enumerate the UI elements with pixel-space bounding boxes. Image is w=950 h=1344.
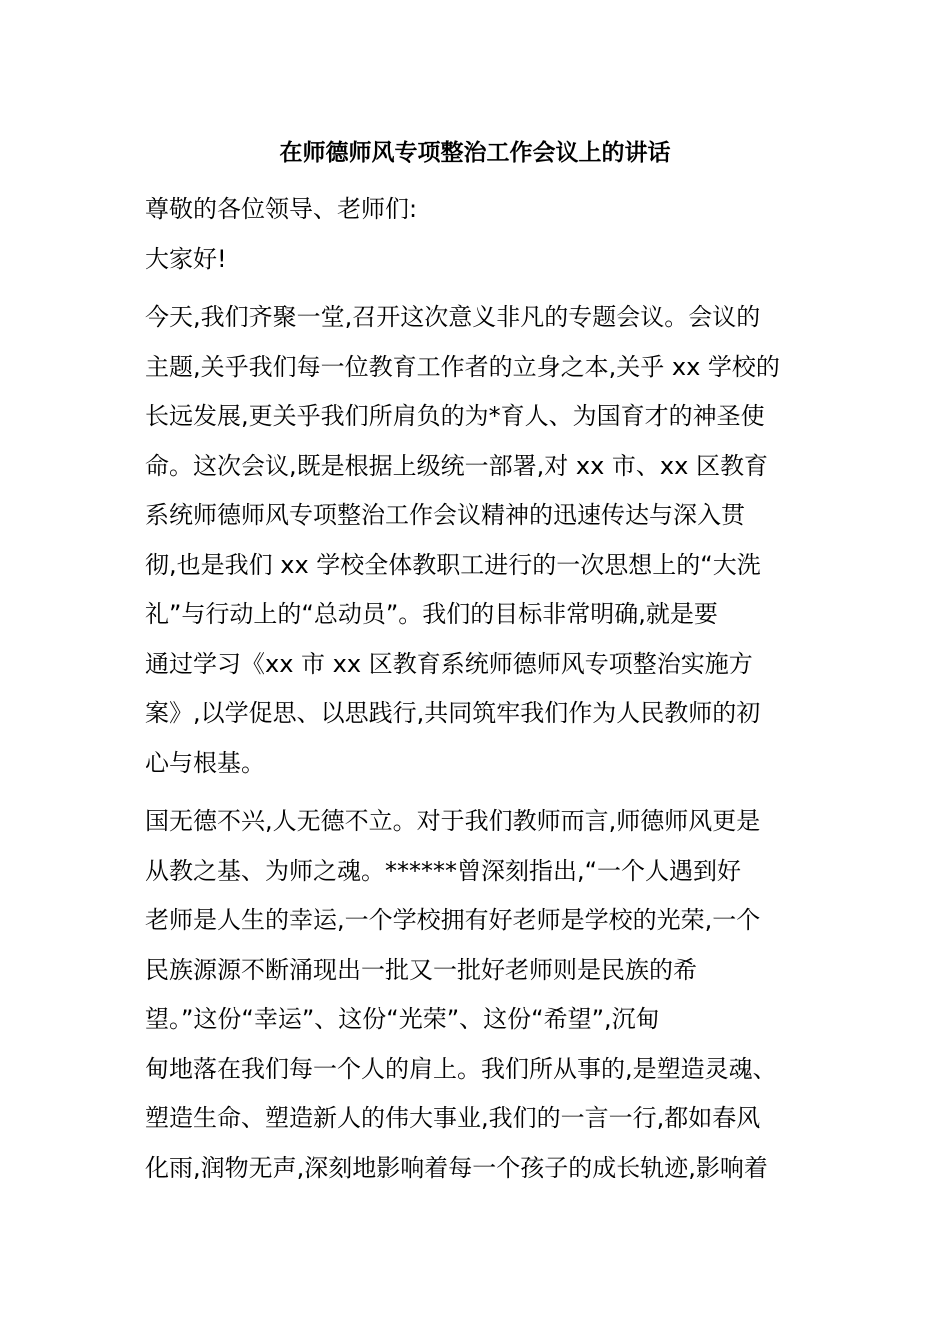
paragraph-line: 从教之基、为师之魂。******曾深刻指出,“一个人遇到好 <box>145 856 742 885</box>
paragraph-line: 国无德不兴,人无德不立。对于我们教师而言,师德师风更是 <box>145 807 761 835</box>
greeting: 大家好! <box>145 245 227 273</box>
paragraph-line: 案》,以学促思、以思践行,共同筑牢我们作为人民教师的初 <box>145 699 761 727</box>
paragraph-2 <box>145 797 777 1193</box>
paragraph-line: 化雨,润物无声,深刻地影响着每一个孩子的成长轨迹,影响着 <box>145 1153 768 1182</box>
paragraph-line: 彻,也是我们 xx 学校全体教职工进行的一次思想上的“大洗 <box>145 550 761 579</box>
paragraph-line: 主题,关乎我们每一位教育工作者的立身之本,关乎 xx 学校的 <box>145 352 780 381</box>
paragraph-line: 礼”与行动上的“总动员”。我们的目标非常明确,就是要 <box>145 600 718 628</box>
paragraph-line: 望。”这份“幸运”、这份“光荣”、这份“希望”,沉甸 <box>145 1005 660 1033</box>
salutation: 尊敬的各位领导、老师们: <box>145 195 418 223</box>
paragraph-line: 长远发展,更关乎我们所肩负的为*育人、为国育才的神圣使 <box>145 402 765 430</box>
paragraph-line: 命。这次会议,既是根据上级统一部署,对 xx 市、xx 区教育 <box>145 451 768 480</box>
paragraph-line: 塑造生命、塑造新人的伟大事业,我们的一言一行,都如春风 <box>145 1104 761 1132</box>
paragraph-1 <box>145 293 780 788</box>
paragraph-line: 今天,我们齐聚一堂,召开这次意义非凡的专题会议。会议的 <box>145 303 761 331</box>
paragraph-line: 民族源源不断涌现出一批又一批好老师则是民族的希 <box>145 955 697 984</box>
paragraph-line: 通过学习《xx 市 xx 区教育系统师德师风专项整治实施方 <box>145 649 753 678</box>
document-title: 在师德师风专项整治工作会议上的讲话 <box>279 140 671 166</box>
paragraph-line: 心与根基。 <box>145 748 265 777</box>
paragraph-line: 系统师德师风专项整治工作会议精神的迅速传达与深入贯 <box>145 501 745 529</box>
paragraph-line: 老师是人生的幸运,一个学校拥有好老师是学校的光荣,一个 <box>145 906 761 934</box>
paragraph-line: 甸地落在我们每一个人的肩上。我们所从事的,是塑造灵魂、 <box>145 1054 777 1083</box>
